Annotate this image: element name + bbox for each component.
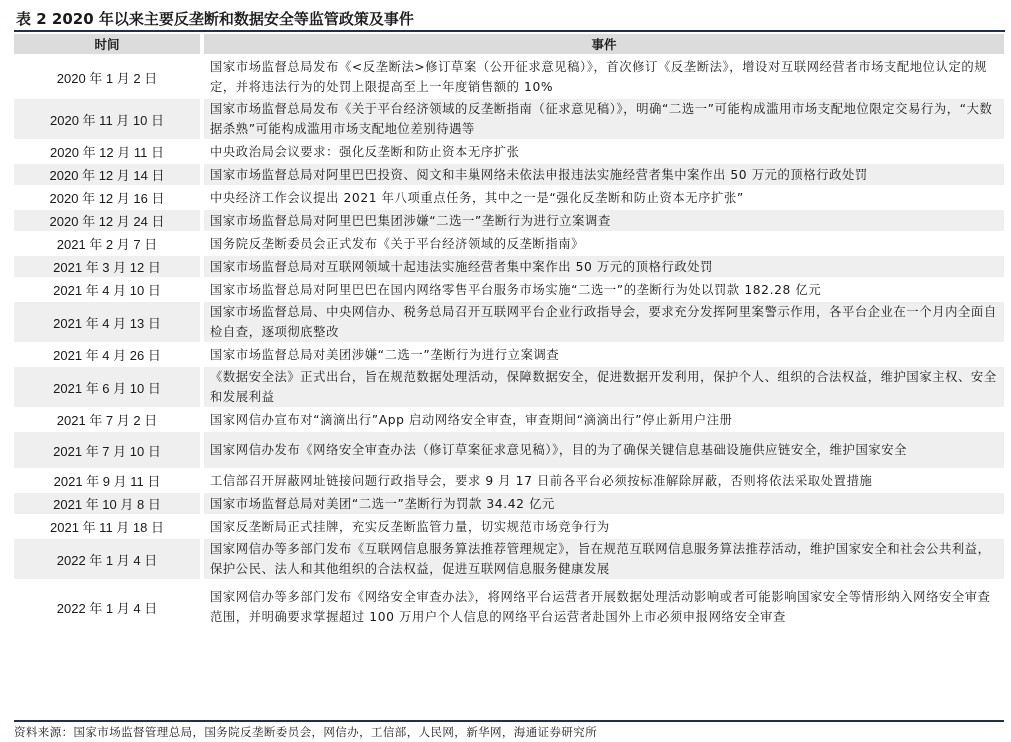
- row-event: 工信部召开屏蔽网址链接问题行政指导会，要求 9 月 17 日前各平台必须按标准解除屏蔽，否则将依法采取处置措施: [204, 469, 1004, 492]
- row-date: 2021 年 10 月 8 日: [14, 492, 200, 515]
- row-event: 国家市场监督总局对美团“二选一”垄断行为罚款 34.42 亿元: [204, 492, 1004, 515]
- row-date: 2020 年 1 月 2 日: [14, 56, 200, 99]
- row-date: 2022 年 1 月 4 日: [14, 538, 200, 580]
- row-event: 国家网信办等多部门发布《网络安全审查办法》，将网络平台运营者开展数据处理活动影响或者可能影响国家安全等情形纳入网络安全审查范围，并明确要求掌握超过 100 万用户个人信息的网络平台运营者赴国外上市必须申报网络安全审查: [204, 580, 1004, 634]
- row-event: 国家市场监督总局对互联网领域十起违法实施经营者集中案作出 50 万元的顶格行政处罚: [204, 255, 1004, 278]
- table-row: [14, 469, 1004, 492]
- row-event: 国务院反垄断委员会正式发布《关于平台经济领域的反垄断指南》: [204, 232, 1004, 255]
- table-row: [14, 278, 1004, 301]
- row-date: 2021 年 7 月 2 日: [14, 408, 200, 431]
- header-row: [14, 34, 1004, 56]
- table-row: [14, 366, 1004, 408]
- row-date: 2021 年 4 月 26 日: [14, 343, 200, 366]
- row-event: 国家市场监督总局对阿里巴巴在国内网络零售平台服务市场实施“二选一”的垄断行为处以罚款 182.28 亿元: [204, 278, 1004, 301]
- row-date: 2021 年 9 月 11 日: [14, 469, 200, 492]
- header-event: 事件: [204, 34, 1004, 56]
- table-title: 表 2 2020 年以来主要反垄断和数据安全等监管政策及事件: [14, 8, 1005, 32]
- row-date: 2020 年 12 月 11 日: [14, 140, 200, 163]
- row-event: 国家市场监督总局对阿里巴巴投资、阅文和丰巢网络未依法申报违法实施经营者集中案作出 50 万元的顶格行政处罚: [204, 163, 1004, 186]
- table-row: [14, 538, 1004, 580]
- row-date: 2020 年 12 月 16 日: [14, 186, 200, 209]
- table-row: [14, 163, 1004, 186]
- row-date: 2022 年 1 月 4 日: [14, 580, 200, 634]
- row-date: 2021 年 4 月 13 日: [14, 301, 200, 343]
- header-time: 时间: [14, 34, 200, 56]
- row-date: 2021 年 7 月 10 日: [14, 431, 200, 469]
- row-date: 2021 年 6 月 10 日: [14, 366, 200, 408]
- row-event: 国家网信办发布《网络安全审查办法（修订草案征求意见稿）》，目的为了确保关键信息基础设施供应链安全，维护国家安全: [204, 431, 1004, 469]
- table-row: [14, 232, 1004, 255]
- table-row: [14, 343, 1004, 366]
- row-date: 2020 年 12 月 24 日: [14, 209, 200, 232]
- table-row: [14, 301, 1004, 343]
- events-table: [14, 34, 1004, 635]
- table-row: [14, 492, 1004, 515]
- row-event: 中央政治局会议要求：强化反垄断和防止资本无序扩张: [204, 140, 1004, 163]
- table-row: [14, 56, 1004, 99]
- row-event: 国家反垄断局正式挂牌，充实反垄断监管力量，切实规范市场竞争行为: [204, 515, 1004, 538]
- table-row: [14, 186, 1004, 209]
- row-date: 2021 年 3 月 12 日: [14, 255, 200, 278]
- table-row: [14, 98, 1004, 140]
- row-date: 2021 年 2 月 7 日: [14, 232, 200, 255]
- table-row: [14, 580, 1004, 634]
- row-event: 国家网信办等多部门发布《互联网信息服务算法推荐管理规定》，旨在规范互联网信息服务算法推荐活动，维护国家安全和社会公共利益，保护公民、法人和其他组织的合法权益，促进互联网信息服务健康发展: [204, 538, 1004, 580]
- source-note: 资料来源：国家市场监督管理总局，国务院反垄断委员会，网信办，工信部，人民网，新华网，海通证券研究所: [14, 720, 1004, 741]
- row-date: 2021 年 4 月 10 日: [14, 278, 200, 301]
- row-date: 2020 年 11 月 10 日: [14, 98, 200, 140]
- table-row: [14, 408, 1004, 431]
- table-row: [14, 515, 1004, 538]
- table-row: [14, 431, 1004, 469]
- row-date: 2021 年 11 月 18 日: [14, 515, 200, 538]
- row-event: 中央经济工作会议提出 2021 年八项重点任务，其中之一是“强化反垄断和防止资本无序扩张”: [204, 186, 1004, 209]
- row-event: 国家市场监督总局发布《<反垄断法>修订草案（公开征求意见稿）》，首次修订《反垄断法》，增设对互联网经营者市场支配地位认定的规定，并将违法行为的处罚上限提高至上一年度销售额的 10%: [204, 56, 1004, 99]
- table-header: [14, 34, 1004, 56]
- row-event: 国家市场监督总局对美团涉嫌“二选一”垄断行为进行立案调查: [204, 343, 1004, 366]
- table-row: [14, 140, 1004, 163]
- row-event: 《数据安全法》正式出台，旨在规范数据处理活动，保障数据安全，促进数据开发利用，保护个人、组织的合法权益，维护国家主权、安全和发展利益: [204, 366, 1004, 408]
- row-event: 国家市场监督总局发布《关于平台经济领域的反垄断指南（征求意见稿）》，明确“二选一”可能构成滥用市场支配地位限定交易行为，“大数据杀熟”可能构成滥用市场支配地位差别待遇等: [204, 98, 1004, 140]
- row-event: 国家网信办宣布对“滴滴出行”App 启动网络安全审查，审查期间“滴滴出行”停止新用户注册: [204, 408, 1004, 431]
- table-body: [14, 56, 1004, 635]
- table-row: [14, 255, 1004, 278]
- row-event: 国家市场监督总局对阿里巴巴集团涉嫌“二选一”垄断行为进行立案调查: [204, 209, 1004, 232]
- table-row: [14, 209, 1004, 232]
- row-date: 2020 年 12 月 14 日: [14, 163, 200, 186]
- row-event: 国家市场监督总局、中央网信办、税务总局召开互联网平台企业行政指导会，要求充分发挥阿里案警示作用，各平台企业在一个月内全面自检自查，逐项彻底整改: [204, 301, 1004, 343]
